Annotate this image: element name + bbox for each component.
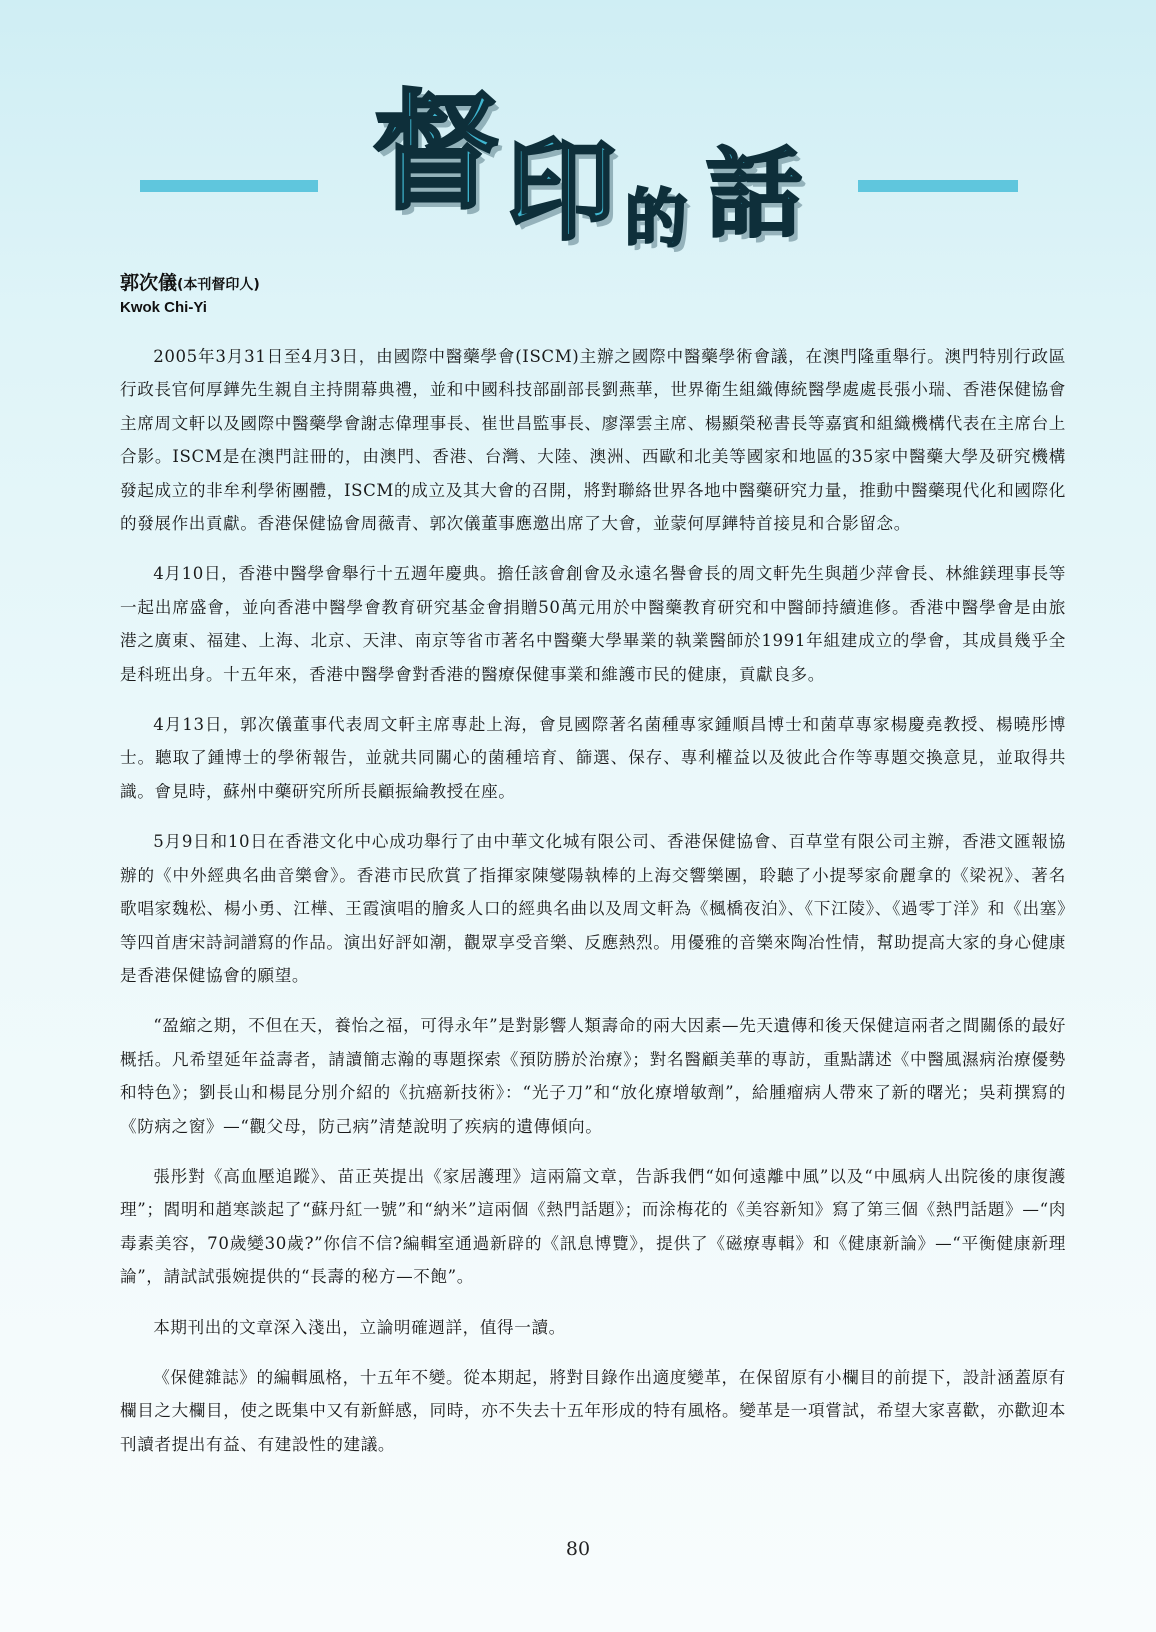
title-char-2: 印 — [506, 126, 616, 255]
title-char-4: 話 — [706, 137, 802, 250]
author-line — [120, 268, 260, 295]
paragraph-3: 4月13日，郭次儀董事代表周文軒主席專赴上海，會見國際著名菌種專家鍾順昌博士和菌草專家楊慶堯教授、楊曉彤博士。聽取了鍾博士的學術報告，並就共同關心的菌種培育、篩選、保存、專利權益以及彼此合作等專題交換意見，並取得共識。會見時，蘇州中藥研究所所長顧振綸教授在座。 — [120, 715, 1066, 801]
paragraph-7: 本期刊出的文章深入淺出，立論明確週詳，值得一讀。 — [153, 1317, 566, 1337]
page-number: 80 — [565, 1538, 591, 1560]
author-role: (本刊督印人) — [177, 277, 260, 293]
author-name: 郭次儀 — [120, 272, 178, 294]
paragraph-1: 2005年3月31日至4月3日，由國際中醫藥學會(ISCM)主辦之國際中醫藥學術會議，在澳門隆重舉行。澳門特別行政區行政長官何厚鏵先生親自主持開幕典禮，並和中國科技部副部長劉燕華，世界衛生組織傳統醫學處處長張小瑞、香港保健協會主席周文軒以及國際中醫藥學會謝志偉理事長、崔世昌監事長、廖澤雲主席、楊顯榮秘書長等嘉賓和組織機構代表在主席台上合影。ISCM是在澳門註冊的，由澳門、香港、台灣、大陸、澳洲、西歐和北美等國家和地區的35家中醫藥大學及研究機構發起成立的非牟利學術團體，ISCM的成立及其大會的召開，將對聯絡世界各地中醫藥研究力量，推動中醫藥現代化和國際化的發展作出貢獻。香港保健協會周薇青、郭次儀董事應邀出席了大會，並蒙何厚鏵特首接見和合影留念。 — [120, 347, 1066, 534]
paragraph-5: “盈縮之期，不但在天，養怡之福，可得永年”是對影響人類壽命的兩大因素—先天遺傳和後天保健這兩者之間關係的最好概括。凡希望延年益壽者，請讀簡志瀚的專題探索《預防勝於治療》；對名醫顧美華的專訪，重點講述《中醫風濕病治療優勢和特色》；劉長山和楊昆分別介紹的《抗癌新技術》：“光子刀”和“放化療增敏劑”，給腫瘤病人帶來了新的曙光；吳莉撰寫的《防病之窗》—“觀父母，防己病”清楚說明了疾病的遺傳傾向。 — [120, 1016, 1066, 1136]
paragraph-4: 5月9日和10日在香港文化中心成功舉行了由中華文化城有限公司、香港保健協會、百草堂有限公司主辦，香港文匯報協辦的《中外經典名曲音樂會》。香港市民欣賞了指揮家陳燮陽執棒的上海交響樂團，聆聽了小提琴家俞麗拿的《梁祝》、著名歌唱家魏松、楊小勇、江樺、王霞演唱的膾炙人口的經典名曲以及周文軒為《楓橋夜泊》、《下江陵》、《過零丁洋》和《出塞》等四首唐宋詩詞譜寫的作品。演出好評如潮，觀眾享受音樂、反應熱烈。用優雅的音樂來陶冶性情，幫助提高大家的身心健康是香港保健協會的願望。 — [120, 832, 1066, 985]
article-body — [120, 340, 1066, 1478]
header-rule-right — [858, 180, 1018, 192]
paragraph-8: 《保健雜誌》的編輯風格，十五年不變。從本期起，將對目錄作出適度變革，在保留原有小欄目的前提下，設計涵蓋原有欄目之大欄目，使之既集中又有新鮮感，同時，亦不失去十五年形成的特有風格。變革是一項嘗試，希望大家喜歡，亦歡迎本刊讀者提出有益、有建設性的建議。 — [120, 1367, 1066, 1454]
paragraph-2: 4月10日，香港中醫學會舉行十五週年慶典。擔任該會創會及永遠名譽會長的周文軒先生與趙少萍會長、林維鎂理事長等一起出席盛會，並向香港中醫學會教育研究基金會捐贈50萬元用於中醫藥教育研究和中醫師持續進修。香港中醫學會是由旅港之廣東、福建、上海、北京、天津、南京等省市著名中醫藥大學畢業的執業醫師於1991年組建成立的學會，其成員幾乎全是科班出身。十五年來，香港中醫學會對香港的醫療保健事業和維護市民的健康，貢獻良多。 — [120, 564, 1066, 684]
header-rule-left — [140, 180, 318, 192]
page-header — [0, 60, 1156, 260]
title-char-1: 督 — [372, 77, 501, 227]
paragraph-6: 張彤對《高血壓追蹤》、苗正英提出《家居護理》這兩篇文章，告訴我們“如何遠離中風”以及“中風病人出院後的康復護理”；閻明和趙寒談起了“蘇丹紅一號”和“納米”這兩個《熱門話題》；而涂梅花的《美容新知》寫了第三個《熱門話題》—“肉毒素美容，70歲變30歲?”你信不信?編輯室通過新辟的《訊息博覽》，提供了《磁療專輯》和《健康新論》—“平衡健康新理論”，請試試張婉提供的“長壽的秘方—不飽”。 — [120, 1166, 1066, 1287]
title-char-3: 的 — [625, 182, 688, 255]
author-block — [120, 268, 260, 316]
author-english-name: Kwok Chi-Yi — [120, 299, 207, 316]
